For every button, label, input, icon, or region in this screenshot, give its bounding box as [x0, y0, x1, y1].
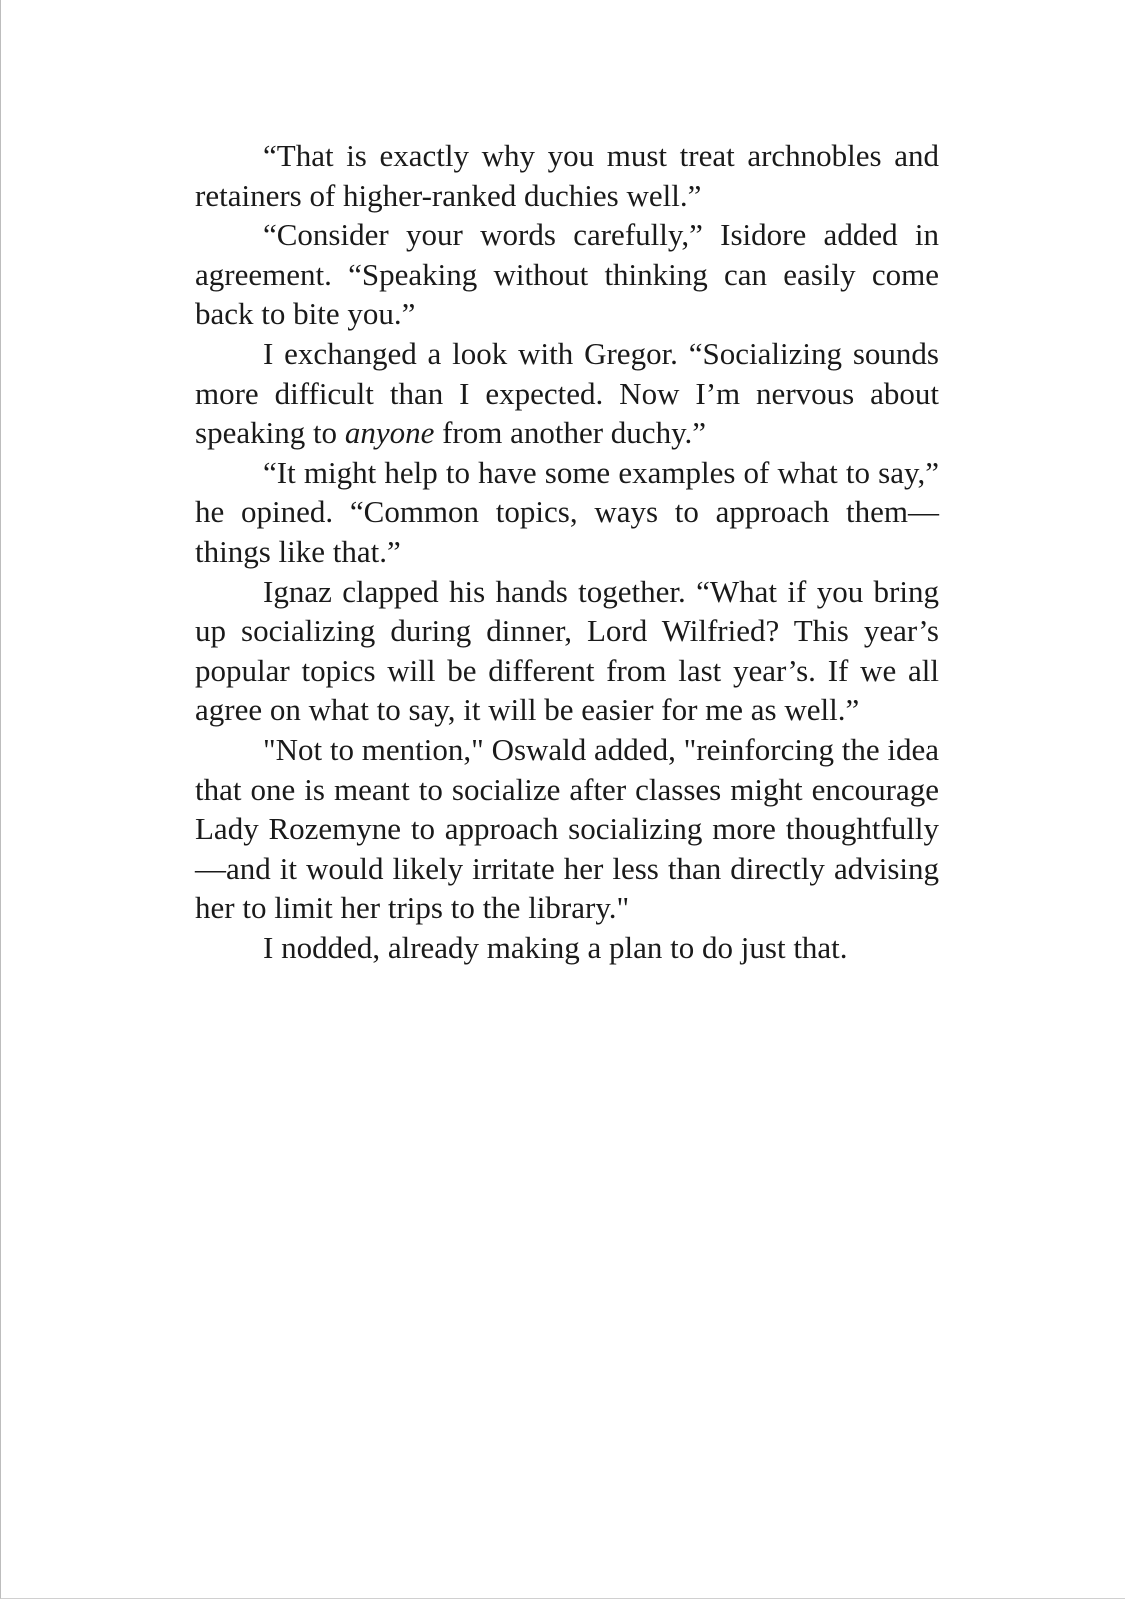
paragraph-5	[195, 572, 939, 730]
paragraph-text: I exchanged a look with Gregor. “Socializing sounds more difficult than I expected. Now I’m nervous about speaking to	[195, 335, 939, 451]
paragraph-text: I nodded, already making a plan to do just that.	[263, 929, 848, 965]
emphasized-word: anyone	[344, 415, 435, 451]
page-text	[195, 136, 939, 967]
paragraph-4	[195, 453, 939, 572]
paragraph-3	[195, 334, 939, 453]
paragraph-text: “Consider your words carefully,” Isidore added in agreement. “Speaking without thinking can easily come back to bite you.”	[195, 217, 939, 332]
paragraph-text: “It might help to have some examples of what to say,” he opined. “Common topics, ways to approach them—things like that.”	[195, 454, 939, 569]
paragraph-7	[195, 928, 939, 968]
paragraph-text: "Not to mention," Oswald added, "reinforcing the idea that one is meant to socialize after classes might encourage Lady Rozemyne to approach socializing more thoughtfully—and it would likely irritate her less than directly advising her to limit her trips to the library."	[195, 731, 939, 926]
paragraph-text: Ignaz clapped his hands together. “What if you bring up socializing during dinner, Lord Wilfried? This year’s popular topics will be different from last year’s. If we all agree on what to say, it will be easier for me as well.”	[195, 573, 939, 728]
paragraph-text: “That is exactly why you must treat archnobles and retainers of higher-ranked duchies well.”	[195, 138, 939, 213]
paragraph-2	[195, 215, 939, 334]
paragraph-6	[195, 730, 939, 928]
paragraph-1	[195, 136, 939, 215]
paragraph-text: from another duchy.”	[434, 415, 707, 451]
